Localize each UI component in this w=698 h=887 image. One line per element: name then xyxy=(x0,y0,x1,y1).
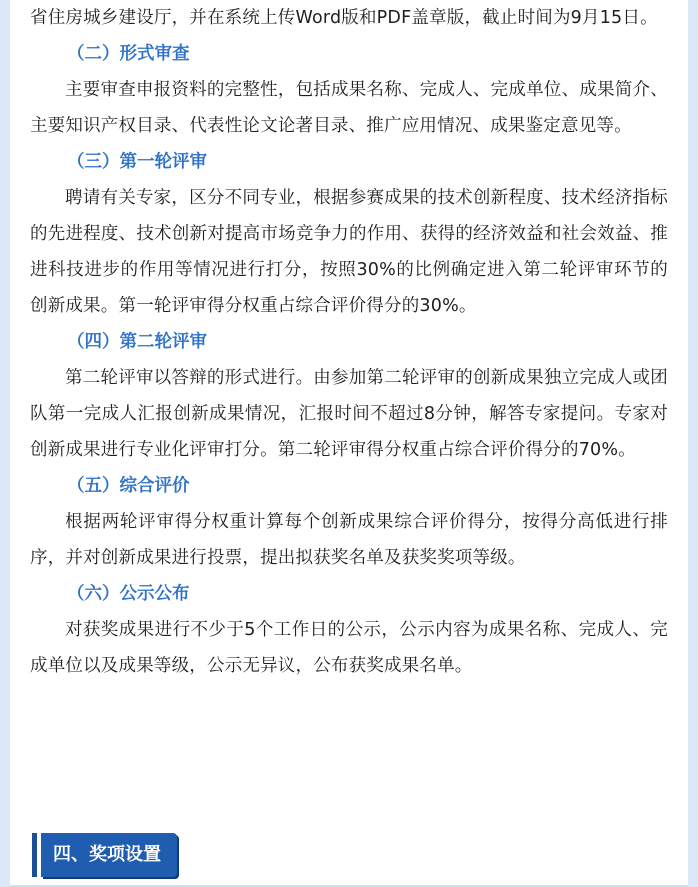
heading-second-round-review: （四）第二轮评审 xyxy=(67,332,207,352)
page-right-border xyxy=(688,0,698,887)
article-body xyxy=(30,0,668,684)
paragraph-first-round-review: 聘请有关专家，区分不同专业，根据参赛成果的技术创新程度、技术经济指标的先进程度、技术创新对提高市场竞争力的作用、获得的经济效益和社会效益、推进科技进步的作用等情况进行打分，按照30%的比例确定进入第二轮评审环节的创新成果。第一轮评审得分权重占综合评价得分的30%。 xyxy=(30,188,668,316)
section-header-awards xyxy=(32,833,177,877)
heading-formal-review: （二）形式审查 xyxy=(67,44,190,64)
paragraph-formal-review: 主要审查申报资料的完整性，包括成果名称、完成人、完成单位、成果简介、主要知识产权目录、代表性论文论著目录、推广应用情况、成果鉴定意见等。 xyxy=(30,80,668,136)
paragraph-submission-deadline: 省住房城乡建设厅，并在系统上传Word版和PDF盖章版，截止时间为9月15日。 xyxy=(30,8,658,28)
heading-first-round-review: （三）第一轮评审 xyxy=(67,152,207,172)
heading-public-announcement: （六）公示公布 xyxy=(67,584,190,604)
section-header-label: 四、奖项设置 xyxy=(41,833,177,877)
heading-comprehensive-evaluation: （五）综合评价 xyxy=(67,476,190,496)
page-left-border xyxy=(0,0,10,887)
paragraph-comprehensive-evaluation: 根据两轮评审得分权重计算每个创新成果综合评价得分，按得分高低进行排序，并对创新成果进行投票，提出拟获奖名单及获奖奖项等级。 xyxy=(30,512,668,568)
paragraph-public-announcement: 对获奖成果进行不少于5个工作日的公示，公示内容为成果名称、完成人、完成单位以及成果等级，公示无异议，公布获奖成果名单。 xyxy=(30,620,668,676)
paragraph-second-round-review: 第二轮评审以答辩的形式进行。由参加第二轮评审的创新成果独立完成人或团队第一完成人汇报创新成果情况，汇报时间不超过8分钟，解答专家提问。专家对创新成果进行专业化评审打分。第二轮评审得分权重占综合评价得分的70%。 xyxy=(30,368,668,460)
section-header-stripe xyxy=(32,833,37,877)
